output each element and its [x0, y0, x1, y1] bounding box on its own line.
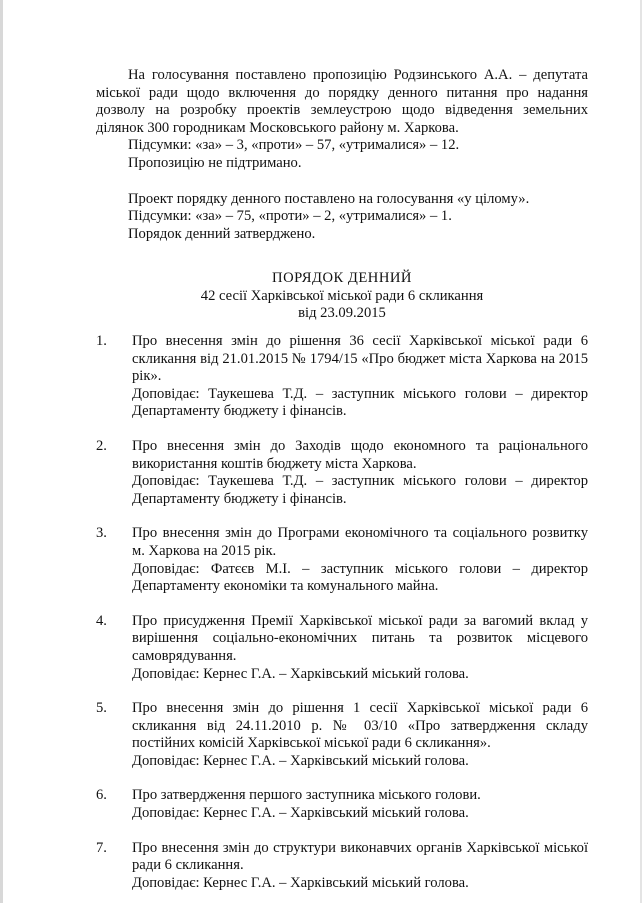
- agenda-vote-proposal: Проект порядку денного поставлено на голосування «у цілому».: [128, 190, 530, 207]
- item-text: Про присудження Премії Харківської міської ради за вагомий вклад у вирішення соціально-економічних питань та розвиток місцевого самоврядування.: [132, 612, 588, 664]
- item-number: 1.: [96, 333, 107, 349]
- agenda-item: [96, 613, 588, 683]
- agenda-list: [96, 333, 588, 909]
- item-text: Про затвердження першого заступника міського голови.: [132, 787, 481, 804]
- item-text: Про внесення змін до рішення 36 сесії Харківської міської ради 6 скликання від 21.01.2015 № 1794/15 «Про бюджет міста Харкова на 2015 рік».: [132, 333, 588, 385]
- item-text: Про внесення змін до рішення 1 сесії Харківської міської ради 6 скликання від 24.11.2010 р. № 03/10 «Про затвердження складу постійних комісій Харківської міської ради 6 скликання».: [132, 700, 588, 752]
- item-number: 3.: [96, 525, 107, 542]
- agenda-item: [96, 840, 588, 893]
- scan-edge-left: [0, 0, 3, 903]
- voting-results-2: Підсумки: «за» – 75, «проти» – 2, «утрималися» – 1.: [128, 208, 452, 225]
- item-text: Про внесення змін до Заходів щодо економного та раціонального використання коштів бюджету міста Харкова.: [132, 437, 588, 472]
- item-number: 4.: [96, 612, 107, 629]
- voting-intro: [96, 67, 588, 243]
- agenda-title: ПОРЯДОК ДЕННИЙ: [272, 270, 412, 286]
- item-number: 5.: [96, 700, 107, 717]
- agenda-item: [96, 333, 588, 421]
- agenda-item: [96, 525, 588, 595]
- item-reporter: Доповідає: Таукешева Т.Д. – заступник міського голови – директор Департаменту бюджету і фінансів.: [132, 385, 588, 420]
- item-number: 6.: [96, 787, 107, 804]
- voting-conclusion-2: Порядок денний затверджено.: [128, 225, 316, 242]
- agenda-heading: [96, 270, 588, 323]
- item-text: Про внесення змін до Програми економічного та соціального розвитку м. Харкова на 2015 рік.: [132, 525, 588, 559]
- item-reporter: Доповідає: Кернес Г.А. – Харківський міський голова.: [132, 665, 469, 682]
- item-reporter: Доповідає: Таукешева Т.Д. – заступник міського голови – директор Департаменту бюджету і фінансів.: [132, 473, 588, 507]
- proposal-paragraph: На голосування поставлено пропозицію Родзинського А.А. – депутата міської ради щодо включення до порядку денного питання про надання дозволу на розробку проектів землеустрою щодо відведення земельних ділянок 300 городникам Московського району м. Харкова.: [96, 67, 588, 136]
- voting-conclusion-1: Пропозицію не підтримано.: [128, 154, 302, 171]
- voting-results-1: Підсумки: «за» – 3, «проти» – 57, «утрималися» – 12.: [128, 137, 460, 154]
- spacer: [96, 173, 588, 191]
- agenda-item: [96, 700, 588, 770]
- item-reporter: Доповідає: Кернес Г.А. – Харківський міський голова.: [132, 752, 469, 769]
- item-reporter: Доповідає: Кернес Г.А. – Харківський міський голова.: [132, 805, 469, 822]
- item-text: Про внесення змін до структури виконавчих органів Харківської міської ради 6 скликання.: [132, 839, 588, 874]
- item-reporter: Доповідає: Фатєєв М.І. – заступник міського голови – директор Департаменту економіки та комунального майна.: [132, 560, 588, 595]
- item-reporter: Доповідає: Кернес Г.А. – Харківський міський голова.: [132, 874, 469, 891]
- item-number: 2.: [96, 437, 107, 454]
- item-number: 7.: [96, 839, 107, 856]
- agenda-subtitle: 42 сесії Харківської міської ради 6 скликання: [200, 287, 484, 304]
- agenda-date: від 23.09.2015: [298, 305, 386, 322]
- agenda-item: [96, 438, 588, 508]
- agenda-item: [96, 787, 588, 822]
